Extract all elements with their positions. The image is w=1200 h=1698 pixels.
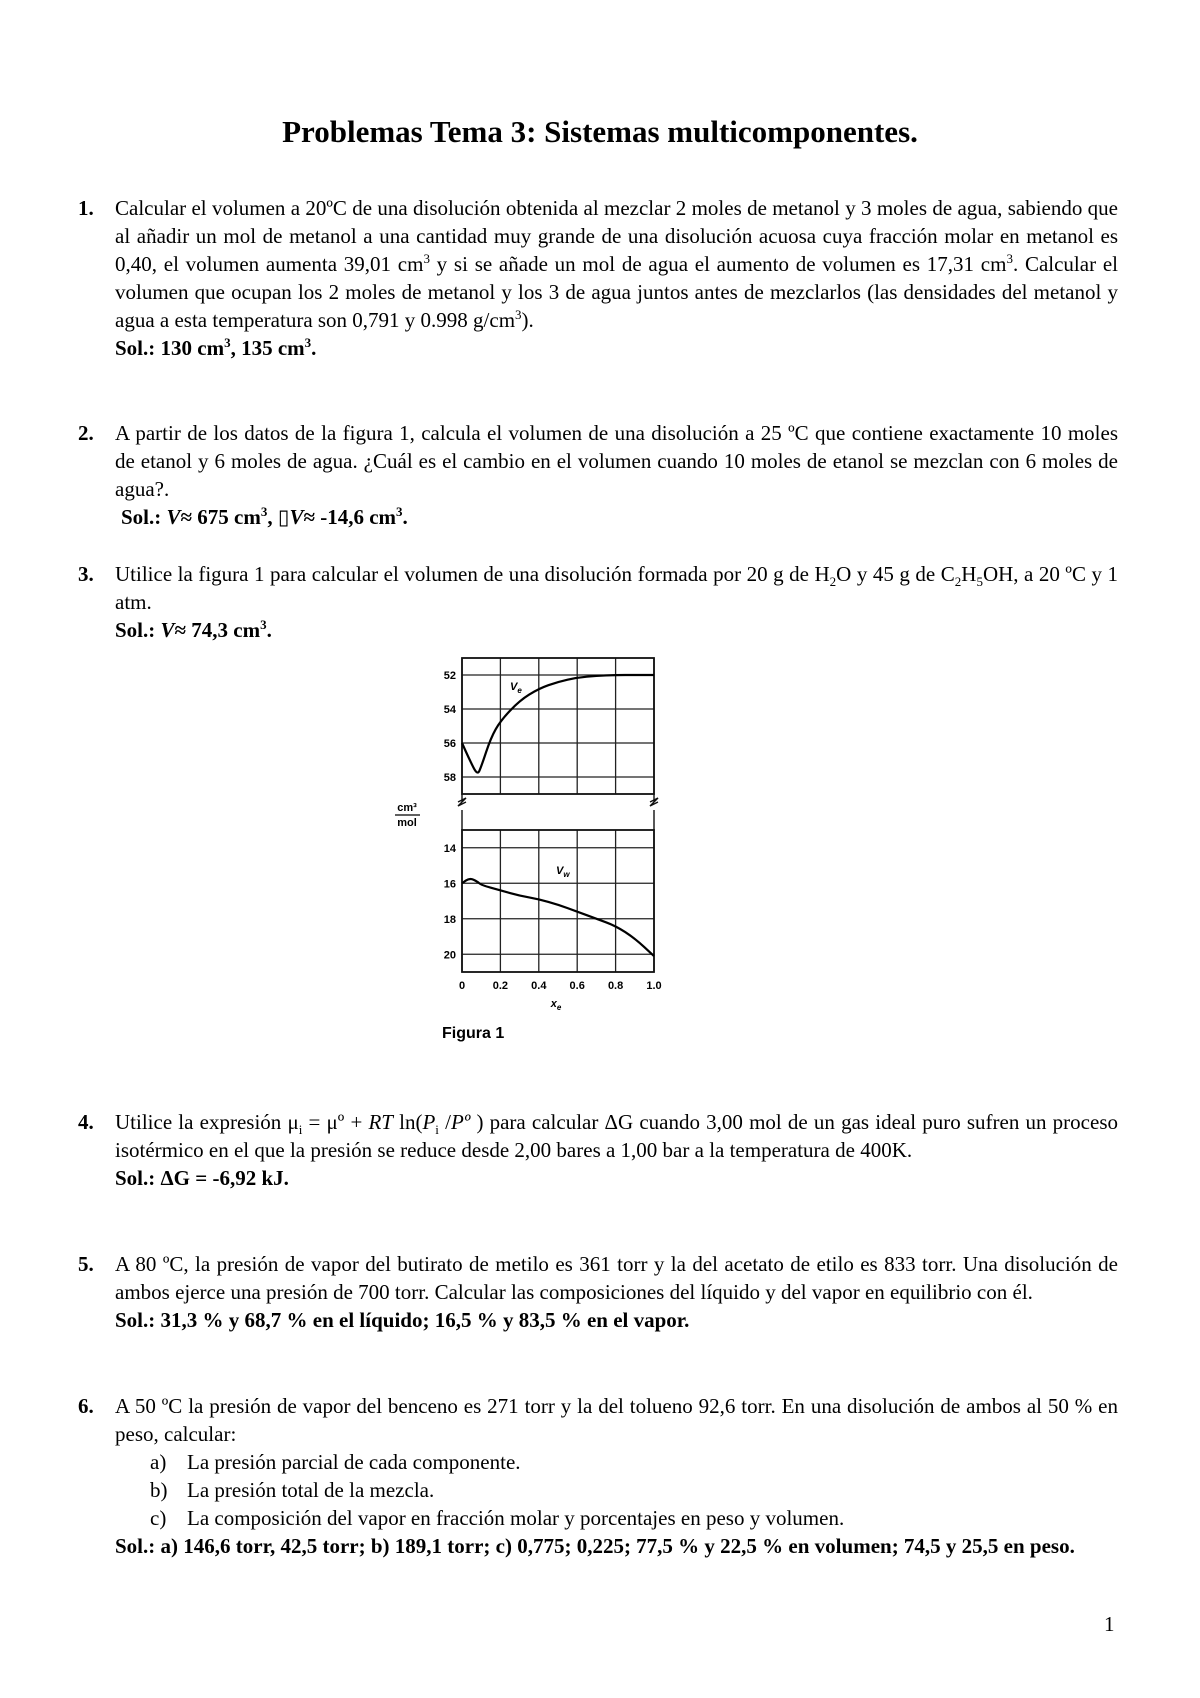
y-tick-label: 58	[443, 772, 456, 784]
problem-text: A partir de los datos de la figura 1, calcula el volumen de una disolución a 25 ºC que contiene exactamente 10 moles de etanol y 6 moles de agua. ¿Cuál es el cambio en el volumen cuando 10 moles de etanol se mezclan con 6 moles de agua?.	[115, 421, 1118, 501]
superscript: 3	[260, 617, 267, 632]
subscript: 5	[976, 574, 983, 590]
chart-axes	[458, 658, 658, 972]
superscript: 3	[304, 335, 312, 350]
superscript: 3	[515, 307, 522, 322]
x-tick-label: 0.8	[607, 980, 624, 992]
formula-variable: Pº	[450, 1110, 471, 1134]
x-tick-label: 0	[458, 980, 466, 992]
figure-1	[392, 652, 677, 1057]
y-unit-numerator: cm³	[397, 802, 417, 814]
series-label-vw: $V_w$	[556, 865, 570, 879]
problem-number: 2.	[78, 421, 94, 445]
list-item	[115, 1476, 1118, 1504]
solution-variable: V	[166, 505, 181, 529]
superscript: 3	[260, 504, 268, 519]
series-line-ve	[462, 675, 654, 773]
problem-text: Utilice la expresión μ	[115, 1110, 299, 1134]
solution-variable: V	[160, 618, 175, 642]
problem-text: y si se añade un mol de agua el aumento de volumen es 17,31 cm	[429, 252, 1007, 276]
problem-body	[115, 1392, 1118, 1560]
solution-text: Sol.: 130 cm	[115, 336, 225, 360]
y-tick-label: 18	[443, 913, 456, 926]
solution: Sol.: 31,3 % y 68,7 % en el líquido; 16,5 % y 83,5 % en el vapor.	[115, 1308, 690, 1332]
problem-text: ln(	[392, 1110, 423, 1134]
solution-text: Sol.:	[115, 618, 161, 642]
problem-text: = μº +	[302, 1110, 369, 1134]
superscript: 3	[396, 504, 403, 519]
subscript: i	[298, 1122, 303, 1138]
list-item-text: La composición del vapor en fracción molar y porcentajes en peso y volumen.	[187, 1506, 845, 1530]
problem-text: ).	[521, 308, 534, 332]
solution: Sol.: a) 146,6 torr, 42,5 torr; b) 189,1 torr; c) 0,775; 0,225; 77,5 % y 22,5 % en volumen; 74,5 y 25,5 en peso.	[115, 1534, 1075, 1558]
problem-1	[78, 194, 1118, 362]
page-number: 1	[1104, 1612, 1115, 1636]
problem-number: 1.	[78, 196, 94, 220]
problem-body	[115, 419, 1118, 531]
subscript: 2	[829, 574, 837, 590]
list-item-text: La presión total de la mezcla.	[187, 1478, 435, 1502]
solution-text: ≈ -14,6 cm	[303, 505, 397, 529]
problem-number: 6.	[78, 1394, 94, 1418]
x-tick-label: 0.6	[569, 980, 585, 992]
y-tick-label: 54	[443, 704, 456, 716]
list-item-letter: a)	[150, 1450, 167, 1474]
problem-text: A 50 ºC la presión de vapor del benceno es 271 torr y la del tolueno 92,6 torr. En una disolución de ambos al 50 % en peso, calcular:	[115, 1394, 1118, 1446]
solution-text: .	[266, 618, 272, 642]
series-label-ve: $V_e$	[510, 681, 522, 695]
x-tick-label: 0.2	[492, 980, 509, 992]
problem-text: Calcular el volumen a 20ºC de una disolución obtenida al mezclar 2 moles de metanol y 3 moles de agua, sabiendo que al añadir un mol de metanol a una cantidad muy grande de una disolución acuosa cuya fracción molar en metanol es 0,40, el volumen aumenta 39,01 cm	[115, 196, 1118, 276]
series-label-subscript: e	[517, 686, 522, 695]
formula-variable: RT	[368, 1110, 393, 1134]
solution-text: , 135 cm	[230, 336, 305, 360]
figure-caption: Figura 1	[442, 1025, 505, 1042]
solution	[115, 503, 1118, 531]
chart-tick-labels	[444, 670, 662, 992]
solution-text: .	[402, 505, 408, 529]
x-axis-label: $x_e$	[550, 998, 562, 1012]
plot-frame	[462, 830, 654, 972]
superscript: 3	[1006, 251, 1013, 266]
list-item-letter: c)	[150, 1506, 167, 1530]
solution	[115, 334, 1118, 362]
list-item-letter: b)	[150, 1478, 168, 1502]
superscript: 3	[224, 335, 231, 350]
problem-text: . Calcular el volumen que ocupan los 2 moles de metanol y los 3 de agua juntos antes de mezclarlos (las densidades del metanol y agua a esta temperatura son 0,791 y 0.998 g/cm	[115, 252, 1118, 332]
formula-variable: P	[422, 1110, 436, 1134]
problem-body	[115, 1108, 1118, 1192]
problem-body	[115, 1250, 1118, 1334]
x-tick-label: 0.4	[531, 980, 547, 992]
problem-6	[78, 1392, 1118, 1560]
y-tick-label: 14	[443, 842, 456, 855]
problem-body	[115, 194, 1118, 362]
solution-text: ≈ 675 cm	[180, 505, 261, 529]
solution-text: Sol.:	[121, 505, 167, 529]
solution-variable: V	[289, 505, 304, 529]
y-tick-label: 16	[443, 878, 456, 891]
problem-text: /	[438, 1110, 451, 1134]
y-unit-denominator: mol	[397, 817, 417, 829]
subitem-list	[115, 1448, 1118, 1532]
subscript: 2	[954, 574, 962, 590]
solution-text: ,	[267, 505, 278, 529]
problem-text: ) para calcular ΔG cuando 3,00 mol de un gas ideal puro sufren un proceso isotérmico en el que la presión se reduce desde 2,00 bares a 1,00 bar a la temperatura de 400K.	[115, 1110, 1118, 1162]
problem-body	[115, 560, 1118, 644]
problem-3	[78, 560, 1118, 644]
solution	[115, 616, 1118, 644]
list-item-text: La presión parcial de cada componente.	[187, 1450, 521, 1474]
problem-2	[78, 419, 1118, 531]
solution-text: ≈ 74,3 cm	[174, 618, 261, 642]
chart-grid	[462, 658, 654, 972]
solution: Sol.: ΔG = -6,92 kJ.	[115, 1166, 289, 1190]
problem-number: 4.	[78, 1110, 94, 1134]
problem-text: Utilice la figura 1 para calcular el volumen de una disolución formada por 20 g de H	[115, 562, 830, 586]
y-tick-label: 56	[443, 738, 456, 750]
problem-number: 3.	[78, 562, 94, 586]
problem-text: OH, a 20 ºC y 1 atm.	[115, 562, 1118, 614]
problem-text: H	[961, 562, 977, 586]
x-axis-label-subscript: e	[556, 1003, 562, 1012]
chart-series	[462, 675, 654, 956]
series-line-vw	[462, 879, 654, 956]
problem-5	[78, 1250, 1118, 1334]
series-label-subscript: w	[563, 870, 570, 879]
figure-1-chart	[392, 652, 677, 1057]
x-tick-label: 1.0	[646, 980, 662, 992]
subscript: i	[435, 1122, 439, 1138]
list-item	[115, 1504, 1118, 1532]
problem-4	[78, 1108, 1118, 1192]
solution-text: .	[311, 336, 317, 360]
delta-glyph: ▯	[277, 505, 290, 529]
y-tick-label: 52	[443, 670, 456, 682]
page-title: Problemas Tema 3: Sistemas multicomponentes.	[282, 114, 918, 149]
plot-frame	[462, 658, 654, 794]
superscript: 3	[423, 251, 430, 266]
problem-text: A 80 ºC, la presión de vapor del butirato de metilo es 361 torr y la del acetato de etilo es 833 torr. Una disolución de ambos ejerce una presión de 700 torr. Calcular las composiciones del líquido y del vapor en equilibrio con él.	[115, 1252, 1118, 1304]
problem-text: O y 45 g de C	[836, 562, 955, 586]
list-item	[115, 1448, 1118, 1476]
problem-number: 5.	[78, 1252, 94, 1276]
y-tick-label: 20	[443, 949, 456, 962]
